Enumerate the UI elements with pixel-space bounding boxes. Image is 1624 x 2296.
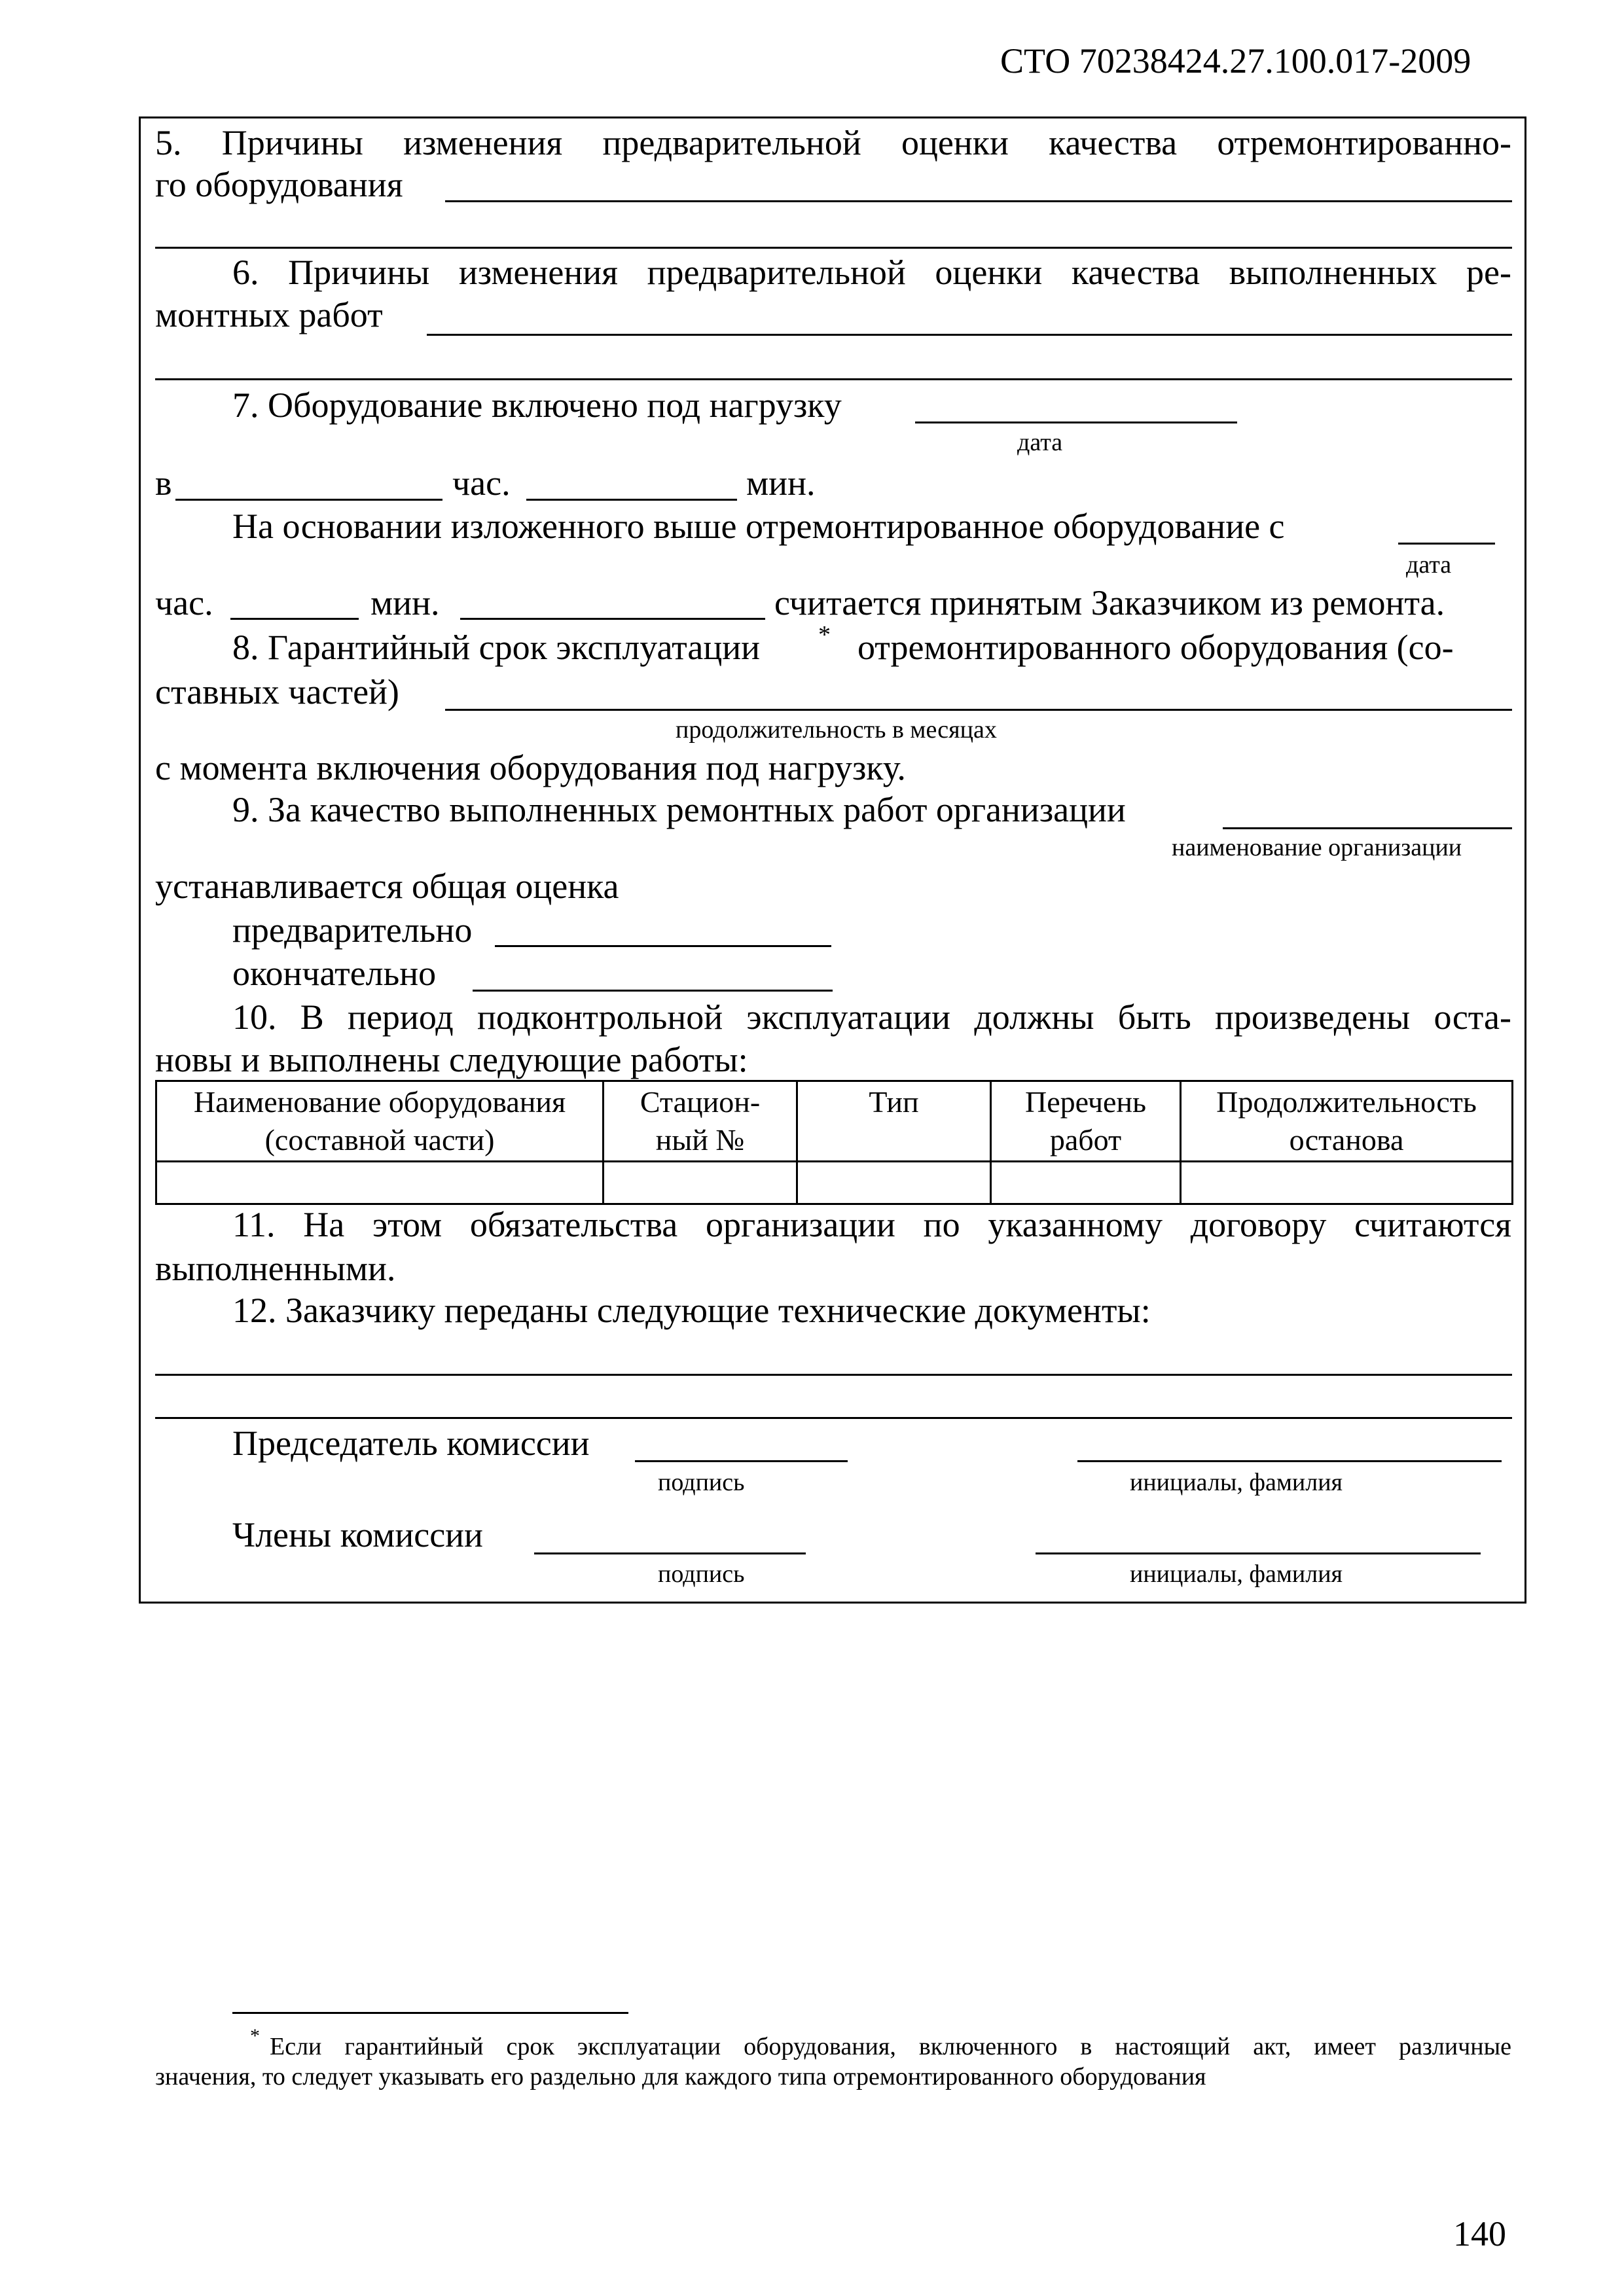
item-7-minute-label: мин. xyxy=(746,463,816,503)
members-signature-caption: подпись xyxy=(658,1560,745,1588)
members-signature-field[interactable] xyxy=(534,1552,806,1554)
col-header-equipment-name: Наименование оборудования (составной части) xyxy=(156,1081,604,1162)
item-7-hour-field[interactable] xyxy=(175,499,442,501)
item-9-final-field[interactable] xyxy=(473,990,833,992)
item-9-line-1: 9. За качество выполненных ремонтных работ организации xyxy=(232,790,1126,829)
item-6-line-2: монтных работ xyxy=(155,295,383,334)
item-8-footnote-marker: * xyxy=(818,621,831,649)
table-row xyxy=(156,1162,1513,1204)
members-name-field[interactable] xyxy=(1036,1552,1481,1554)
item-7-date-caption: дата xyxy=(1017,429,1063,456)
item-10-line-1: 10. В период подконтрольной эксплуатации должны быть произведены оста- xyxy=(232,997,1511,1037)
footnote-line-1: Если гарантийный срок эксплуатации оборудования, включенного в настоящий акт, имеет различные xyxy=(270,2033,1511,2060)
item-7-hour-label: час. xyxy=(452,463,511,503)
cell-work-list[interactable] xyxy=(991,1162,1181,1204)
document-code: СТО 70238424.27.100.017-2009 xyxy=(1000,41,1471,81)
footnote-line-2: значения, то следует указывать его раздельно для каждого типа отремонтированного оборудования xyxy=(155,2063,1206,2090)
item-9-line-2: устанавливается общая оценка xyxy=(155,867,619,906)
item-8-line-1-a: 8. Гарантийный срок эксплуатации xyxy=(232,628,761,667)
col-header-stop-duration: Продолжительность останова xyxy=(1181,1081,1513,1162)
item-7-line-1: 7. Оборудование включено под нагрузку xyxy=(232,386,842,425)
cell-station-number[interactable] xyxy=(604,1162,797,1204)
item-8-duration-field[interactable] xyxy=(445,709,1512,711)
item-11-line-1: 11. На этом обязательства организации по указанному договору считаются xyxy=(232,1205,1511,1244)
item-12-line-1: 12. Заказчику переданы следующие технические документы: xyxy=(232,1291,1151,1330)
item-5-line-2: го оборудования xyxy=(155,165,403,204)
item-7b-hour-label: час. xyxy=(155,583,213,622)
item-11-line-2: выполненными. xyxy=(155,1249,396,1288)
item-7-v-label: в xyxy=(155,463,172,503)
item-7b-line-1: На основании изложенного выше отремонтированное оборудование с xyxy=(232,507,1285,546)
page-number: 140 xyxy=(1453,2214,1506,2253)
item-7b-minute-label: мин. xyxy=(370,583,440,622)
item-12-blank-2[interactable] xyxy=(155,1417,1512,1419)
item-7b-date-field[interactable] xyxy=(1398,543,1495,545)
item-10-line-2: новы и выполнены следующие работы: xyxy=(155,1040,748,1079)
members-label: Члены комиссии xyxy=(232,1515,483,1554)
col-header-type: Тип xyxy=(797,1081,991,1162)
stops-table xyxy=(155,1080,1513,1205)
item-5-line-1: 5. Причины изменения предварительной оценки качества отремонтированно- xyxy=(155,123,1511,162)
item-8-line-1-b: отремонтированного оборудования (со- xyxy=(857,628,1454,667)
item-8-line-2: ставных частей) xyxy=(155,672,399,711)
item-9-organization-field[interactable] xyxy=(1223,827,1512,829)
item-12-blank-1[interactable] xyxy=(155,1374,1512,1376)
footnote-separator xyxy=(232,2012,628,2014)
item-6-line-1: 6. Причины изменения предварительной оценки качества выполненных ре- xyxy=(232,253,1511,292)
item-8-line-3: с момента включения оборудования под нагрузку. xyxy=(155,748,906,787)
item-9-preliminary-label: предварительно xyxy=(232,910,473,950)
item-7-date-field[interactable] xyxy=(915,422,1237,423)
members-name-caption: инициалы, фамилия xyxy=(1130,1560,1343,1588)
chairman-name-caption: инициалы, фамилия xyxy=(1130,1469,1343,1496)
item-7b-tail: считается принятым Заказчиком из ремонта. xyxy=(774,583,1445,622)
item-9-preliminary-field[interactable] xyxy=(495,945,831,947)
table-header-row xyxy=(156,1081,1513,1162)
col-header-work-list: Перечень работ xyxy=(991,1081,1181,1162)
col-header-station-number: Стацион- ный № xyxy=(604,1081,797,1162)
cell-stop-duration[interactable] xyxy=(1181,1162,1513,1204)
item-7b-hour-field[interactable] xyxy=(230,618,359,620)
item-5-blank-2[interactable] xyxy=(155,247,1512,249)
item-6-blank-1[interactable] xyxy=(427,334,1512,336)
item-7b-minute-field[interactable] xyxy=(460,618,765,620)
chairman-signature-field[interactable] xyxy=(635,1460,848,1462)
item-8-duration-caption: продолжительность в месяцах xyxy=(676,716,997,744)
item-9-organization-caption: наименование организации xyxy=(1172,834,1462,861)
cell-equipment-name[interactable] xyxy=(156,1162,604,1204)
cell-type[interactable] xyxy=(797,1162,991,1204)
chairman-name-field[interactable] xyxy=(1077,1460,1502,1462)
footnote-marker: * xyxy=(250,2025,260,2047)
item-9-final-label: окончательно xyxy=(232,954,437,993)
item-7-minute-field[interactable] xyxy=(526,499,737,501)
item-7b-date-caption: дата xyxy=(1406,551,1452,579)
chairman-signature-caption: подпись xyxy=(658,1469,745,1496)
item-5-blank-1[interactable] xyxy=(445,200,1512,202)
item-6-blank-2[interactable] xyxy=(155,378,1512,380)
chairman-label: Председатель комиссии xyxy=(232,1424,590,1463)
